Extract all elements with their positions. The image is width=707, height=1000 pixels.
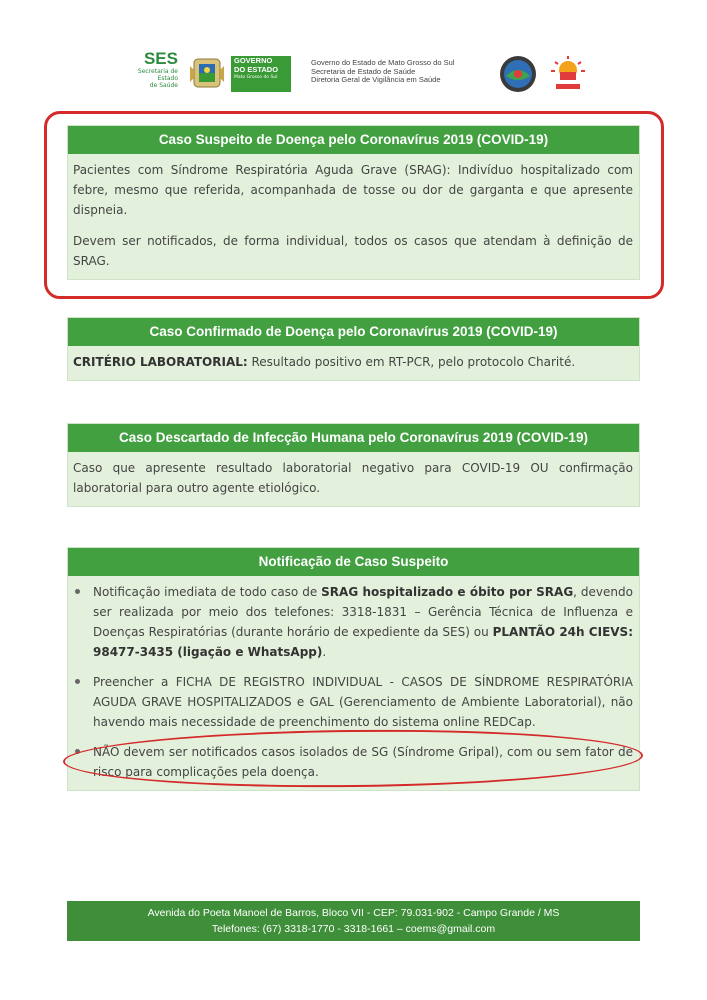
n3-text: NÃO devem ser notificados casos isolados de SG (Síndrome Gripal), com ou sem fator de risco para complicações pela doença. <box>93 745 633 779</box>
footer-address: Avenida do Poeta Manoel de Barros, Bloco VII - CEP: 79.031-902 - Campo Grande / MS <box>147 907 560 919</box>
gov-line2: DO ESTADO <box>234 65 279 74</box>
notification-item-1 <box>73 582 633 662</box>
suspect-case-para2: Devem ser notificados, de forma individual, todos os casos que atendam à definição de SRAG. <box>73 234 633 268</box>
ses-sub-line2: de Saúde <box>149 82 178 89</box>
footer-contacts: Telefones: (67) 3318-1770 - 3318-1661 – coems@gmail.com <box>211 923 496 935</box>
ses-abbr: SES <box>143 49 178 68</box>
gov-line3: Mato Grosso do Sul <box>234 75 278 80</box>
confirmed-criterion-text: Resultado positivo em RT-PCR, pelo protocolo Charité. <box>247 355 576 369</box>
cievs-logo-icon <box>546 54 590 94</box>
suspect-case-title: Caso Suspeito de Doença pelo Coronavírus 2019 (COVID-19) <box>68 126 639 154</box>
n2-text: Preencher a FICHA DE REGISTRO INDIVIDUAL - CASOS DE SÍNDROME RESPIRATÓRIA AGUDA GRAVE HOSPITALIZADOS e GAL (Gerenciamento de Ambiente Laboratorial), não havendo mais necessidade de preenchimento do sistema online REDCap. <box>93 675 633 729</box>
header-logos <box>118 50 588 98</box>
discarded-case-body <box>68 452 639 506</box>
gov-line1: GOVERNO <box>234 56 273 65</box>
discarded-case-box <box>67 423 640 507</box>
org-text <box>311 59 454 85</box>
confirmed-case-title: Caso Confirmado de Doença pelo Coronavírus 2019 (COVID-19) <box>68 318 639 346</box>
highlight-circle-suspect <box>44 111 664 299</box>
suspect-case-para1: Pacientes com Síndrome Respiratória Aguda Grave (SRAG): Indivíduo hospitalizado com febre, mesmo que referida, acompanhada de tosse ou dor de garganta e que apresente dispneia. <box>73 163 633 217</box>
vigilancia-seal-icon <box>498 54 538 94</box>
confirmed-case-body <box>68 346 639 380</box>
footer <box>67 901 640 941</box>
n1-text3: . <box>322 645 327 659</box>
n1-text2: , devendo ser realizada por meio dos telefones: 3318-1831 – Gerência Técnica de Influenza e Doenças Respiratórias (durante horário de expediente da SES) ou <box>93 585 633 639</box>
n1-bold1: SRAG hospitalizado e óbito por SRAG <box>321 585 574 599</box>
ses-sub-line1: Secretaria de Estado <box>137 68 178 82</box>
bullet-icon <box>75 589 80 594</box>
n1-bold2: PLANTÃO 24h CIEVS: 98477-3435 (ligação e WhatsApp) <box>93 625 634 659</box>
bullet-icon <box>75 679 80 684</box>
org-line3: Diretoria Geral de Vigilância em Saúde <box>311 75 441 85</box>
org-line1: Governo do Estado de Mato Grosso do Sul <box>311 58 455 67</box>
n1-text1: Notificação imediata de todo caso de <box>93 585 322 599</box>
confirmed-case-box <box>67 317 640 381</box>
notification-title: Notificação de Caso Suspeito <box>68 548 639 576</box>
notification-item-2 <box>73 672 633 732</box>
ses-logo <box>118 50 178 89</box>
org-line2: Secretaria de Estado de Saúde <box>311 66 416 76</box>
discarded-case-text: Caso que apresente resultado laboratorial negativo para COVID-19 OU confirmação laboratorial para outro agente etiológico. <box>73 461 633 495</box>
state-crest-icon <box>188 56 226 90</box>
discarded-case-title: Caso Descartado de Infecção Humana pelo Coronavírus 2019 (COVID-19) <box>68 424 639 452</box>
governo-logo <box>231 56 291 92</box>
confirmed-criterion-label: CRITÉRIO LABORATORIAL: <box>73 355 248 369</box>
